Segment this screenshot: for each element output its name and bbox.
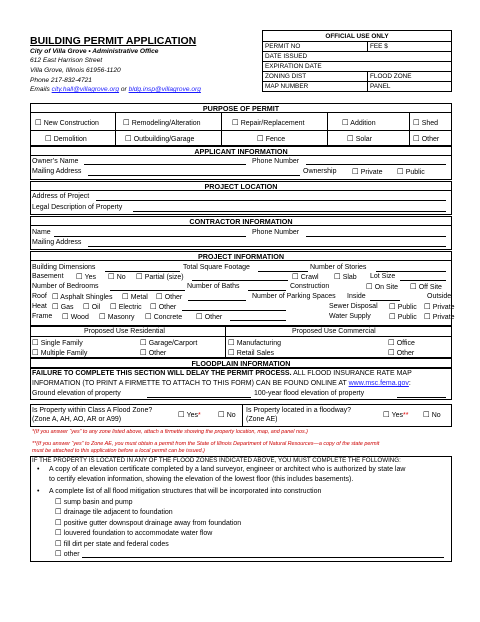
class-a-no[interactable]: ☐ No (218, 410, 236, 419)
expiration-date-field[interactable]: EXPIRATION DATE (263, 62, 452, 72)
panel-field[interactable]: PANEL (368, 82, 452, 92)
contractor-name-field[interactable] (54, 236, 246, 237)
applicant-phone-label: Phone Number (252, 158, 300, 165)
checkbox-icon[interactable]: ☐ (32, 338, 39, 347)
city-office: City of Villa Grove • Administrative Office (30, 48, 159, 55)
frame-label: Frame (32, 313, 53, 320)
form-title: BUILDING PERMIT APPLICATION (30, 35, 197, 47)
foundation-crawl[interactable]: ☐ Crawl (292, 272, 319, 281)
checkbox-icon[interactable]: ☐ (388, 348, 395, 357)
flood-warning-line1: FAILURE TO COMPLETE THIS SECTION WILL DELAY THE PERMIT PROCESS. ALL FLOOD INSURANCE RATE MAP (32, 370, 412, 377)
baths-field[interactable] (248, 290, 286, 291)
bullet-1: • (37, 466, 40, 473)
parking-inside-field[interactable] (370, 300, 400, 301)
bullet-2: • (37, 488, 40, 495)
floodway-yes[interactable]: ☐ Yes** (383, 410, 409, 419)
basement-yes[interactable]: ☐ Yes (76, 272, 96, 281)
bedrooms-field[interactable] (110, 290, 185, 291)
contractor-phone-label: Phone Number (252, 229, 300, 236)
flood-warning-line2: INFORMATION (TO PRINT A FIRMETTE TO ATTACH TO THIS FORM) CAN BE FOUND ONLINE AT www.msc.fema.gov: (32, 380, 411, 387)
proposed-residential-title: Proposed Use Residential (84, 328, 165, 335)
ownership-public[interactable]: ☐ Public (397, 167, 425, 176)
sewer-public[interactable]: ☐ Public (389, 302, 417, 311)
purpose-remodeling[interactable]: ☐ Remodeling/Alteration (123, 118, 201, 127)
checkbox-icon[interactable]: ☐ (397, 167, 404, 176)
checkbox-icon[interactable]: ☐ (110, 302, 117, 311)
ground-elevation-label: Ground elevation of property (32, 390, 121, 397)
checkbox-icon[interactable]: ☐ (55, 507, 62, 516)
email-or: or (120, 86, 127, 93)
contractor-name-label: Name (32, 229, 51, 236)
frame-concrete[interactable]: ☐ Concrete (145, 312, 183, 321)
parking-outside-label: Outside (427, 293, 452, 300)
fema-link[interactable]: www.msc.fema.gov (348, 380, 409, 387)
official-use-title: OFFICIAL USE ONLY (263, 31, 452, 42)
checkbox-icon[interactable]: ☐ (413, 134, 420, 143)
checkbox-icon[interactable]: ☐ (145, 312, 152, 321)
mitigation-gutter[interactable]: ☐ positive gutter downspout drainage away from foundation (55, 518, 242, 527)
checkbox-icon[interactable]: ☐ (136, 272, 143, 281)
use-office[interactable]: ☐ Office (388, 338, 415, 347)
checkbox-icon[interactable]: ☐ (52, 302, 59, 311)
checkbox-icon[interactable]: ☐ (257, 134, 264, 143)
heat-oil[interactable]: ☐ Oil (83, 302, 101, 311)
use-retail[interactable]: ☐ Retail Sales (228, 348, 275, 357)
checkbox-icon[interactable]: ☐ (232, 118, 239, 127)
checkbox-icon[interactable]: ☐ (424, 312, 431, 321)
parking-label: Number of Parking Spaces (252, 293, 336, 300)
fee-field[interactable]: FEE $ (368, 42, 452, 52)
frame-other[interactable]: ☐ Other (196, 312, 223, 321)
emails-label: Emails (30, 86, 50, 93)
checkbox-icon[interactable]: ☐ (366, 282, 373, 291)
zoning-dist-field[interactable]: ZONING DIST (263, 72, 368, 82)
foundation-slab[interactable]: ☐ Slab (334, 272, 357, 281)
checkbox-icon[interactable]: ☐ (35, 118, 42, 127)
checkbox-icon[interactable]: ☐ (228, 348, 235, 357)
checkbox-icon[interactable]: ☐ (347, 134, 354, 143)
water-public[interactable]: ☐ Public (389, 312, 417, 321)
sewer-private[interactable]: ☐ Private (424, 302, 455, 311)
contractor-title: CONTRACTOR INFORMATION (30, 216, 452, 226)
heat-gas[interactable]: ☐ Gas (52, 302, 74, 311)
construction-label: Construction (290, 283, 330, 290)
basement-label: Basement (32, 273, 64, 280)
phone: Phone 217-832-4721 (30, 77, 92, 84)
checkbox-icon[interactable]: ☐ (62, 312, 69, 321)
email-city-hall-link[interactable]: city.hall@villagrove.org (51, 86, 120, 93)
checkbox-icon[interactable]: ☐ (140, 348, 147, 357)
project-location-title: PROJECT LOCATION (30, 181, 452, 191)
ownership-private[interactable]: ☐ Private (352, 167, 383, 176)
legal-description-field[interactable] (133, 211, 446, 212)
checkbox-icon[interactable]: ☐ (99, 312, 106, 321)
class-a-zones: (Zone A, AH, AO, AR or A99) (32, 416, 122, 423)
heat-label: Heat (32, 303, 47, 310)
construction-on-site[interactable]: ☐ On Site (366, 282, 399, 291)
building-dimensions-label: Building Dimensions (32, 264, 96, 271)
note-state-permit-1: **(If you answer “yes” to Zone AE, you must obtain a permit from the State of Illinois Department of Natural Resources—a copy of the state permit (32, 441, 380, 447)
parking-inside-label: Inside (347, 293, 366, 300)
contractor-mailing-label: Mailing Address (32, 239, 82, 246)
applicant-phone-field[interactable] (306, 164, 446, 165)
purpose-outbuilding[interactable]: ☐ Outbuilding/Garage (125, 134, 195, 143)
note-firmette: *(If you answer “yes” to any zone listed above, attach a firmette showing the property location, map, and panel nos.) (32, 429, 308, 435)
roof-other[interactable]: ☐ Other (156, 292, 183, 301)
project-info-title: PROJECT INFORMATION (30, 251, 452, 261)
mitigation-sump[interactable]: ☐ sump basin and pump (55, 497, 133, 506)
checkbox-icon[interactable]: ☐ (108, 272, 115, 281)
checkbox-icon[interactable]: ☐ (292, 272, 299, 281)
roof-label: Roof (32, 293, 47, 300)
lot-size-label: Lot Size (370, 273, 396, 280)
checkbox-icon[interactable]: ☐ (334, 272, 341, 281)
checkbox-icon[interactable]: ☐ (218, 410, 225, 419)
official-use-table (262, 30, 452, 92)
checkbox-icon[interactable]: ☐ (76, 272, 83, 281)
floodway-zone: (Zone AE) (246, 416, 278, 423)
use-residential-other[interactable]: ☐ Other (140, 348, 167, 357)
purpose-repair[interactable]: ☐ Repair/Replacement (232, 118, 305, 127)
class-a-question: Is Property within Class A Flood Zone? (32, 407, 153, 414)
mitigation-other-field[interactable] (82, 557, 444, 558)
checkbox-icon[interactable]: ☐ (383, 410, 390, 419)
mitigation-heading: A complete list of all flood mitigation structures that will be incorporated into construction (49, 488, 322, 495)
owner-name-label: Owner’s Name (32, 158, 79, 165)
contractor-mailing-field[interactable] (88, 246, 446, 247)
ground-elevation-field[interactable] (147, 397, 251, 398)
checkbox-icon[interactable]: ☐ (389, 302, 396, 311)
applicant-mailing-label: Mailing Address (32, 168, 82, 175)
basement-partial[interactable]: ☐ Partial (size) (136, 272, 184, 281)
mitigation-louvered[interactable]: ☐ louvered foundation to accommodate water flow (55, 528, 213, 537)
checkbox-icon[interactable]: ☐ (83, 302, 90, 311)
note-state-permit-2: must be attached to this application before a local permit can be issued.) (32, 448, 205, 454)
proposed-commercial-title: Proposed Use Commercial (292, 328, 376, 335)
checkbox-icon[interactable]: ☐ (123, 118, 130, 127)
checkbox-icon[interactable]: ☐ (55, 518, 62, 527)
checkbox-icon[interactable]: ☐ (32, 348, 39, 357)
water-private[interactable]: ☐ Private (424, 312, 455, 321)
construction-off-site[interactable]: ☐ Off Site (410, 282, 442, 291)
purpose-other[interactable]: ☐ Other (413, 134, 440, 143)
checkbox-icon[interactable]: ☐ (55, 528, 62, 537)
frame-other-field[interactable] (230, 320, 286, 321)
purpose-demolition[interactable]: ☐ Demolition (45, 134, 87, 143)
checkbox-icon[interactable]: ☐ (410, 282, 417, 291)
partial-size-field[interactable] (192, 280, 288, 281)
frame-wood[interactable]: ☐ Wood (62, 312, 89, 321)
email-building-inspector-link[interactable]: bldg.insp@villagrove.org (128, 86, 201, 93)
heat-other[interactable]: ☐ Other (150, 302, 177, 311)
elevation-cert-line1: A copy of an elevation certificate completed by a land surveyor, engineer or architect who is authorized by state law (49, 466, 406, 473)
purpose-title: PURPOSE OF PERMIT (30, 103, 452, 113)
checkbox-icon[interactable]: ☐ (178, 410, 185, 419)
elevation-cert-line2: to certify elevation information, showing the elevation of the lowest floor (this includes basements). (49, 476, 354, 483)
applicant-mailing-field[interactable] (88, 175, 300, 176)
basement-no[interactable]: ☐ No (108, 272, 126, 281)
checkbox-icon[interactable]: ☐ (413, 118, 420, 127)
ownership-label: Ownership (303, 168, 337, 175)
stories-label: Number of Stories (310, 264, 367, 271)
date-issued-field[interactable]: DATE ISSUED (263, 52, 452, 62)
purpose-fence[interactable]: ☐ Fence (257, 134, 286, 143)
checkbox-icon[interactable]: ☐ (140, 338, 147, 347)
use-single-family[interactable]: ☐ Single Family (32, 338, 83, 347)
roof-other-field[interactable] (188, 300, 246, 301)
flood-requirements-heading: IF THE PROPERTY IS LOCATED IN ANY OF THE FLOOD ZONES INDICATED ABOVE, YOU MUST COMPLETE THE FOLLOWING: (32, 457, 401, 464)
checkbox-icon[interactable]: ☐ (45, 134, 52, 143)
checkbox-icon[interactable]: ☐ (423, 410, 430, 419)
use-garage[interactable]: ☐ Garage/Carport (140, 338, 198, 347)
hundred-year-field[interactable] (397, 397, 446, 398)
roof-asphalt[interactable]: ☐ Asphalt Shingles (52, 292, 113, 301)
checkbox-icon[interactable]: ☐ (352, 167, 359, 176)
hundred-year-label: 100-year flood elevation of property (254, 390, 365, 397)
baths-label: Number of Baths (187, 283, 240, 290)
map-number-field[interactable]: MAP NUMBER (263, 82, 368, 92)
purpose-new-construction[interactable]: ☐ New Construction (35, 118, 99, 127)
flood-zone-field[interactable]: FLOOD ZONE (368, 72, 452, 82)
owner-name-field[interactable] (84, 164, 246, 165)
roof-metal[interactable]: ☐ Metal (122, 292, 148, 301)
checkbox-icon[interactable]: ☐ (228, 338, 235, 347)
applicant-title: APPLICANT INFORMATION (30, 146, 452, 156)
use-commercial-other[interactable]: ☐ Other (388, 348, 415, 357)
checkbox-icon[interactable]: ☐ (156, 292, 163, 301)
checkbox-icon[interactable]: ☐ (424, 302, 431, 311)
floodplain-title: FLOODPLAIN INFORMATION (30, 358, 452, 368)
checkbox-icon[interactable]: ☐ (55, 549, 62, 558)
checkbox-icon[interactable]: ☐ (388, 338, 395, 347)
checkbox-icon[interactable]: ☐ (150, 302, 157, 311)
purpose-solar[interactable]: ☐ Solar (347, 134, 373, 143)
permit-no-field[interactable]: PERMIT NO (263, 42, 368, 52)
checkbox-icon[interactable]: ☐ (55, 497, 62, 506)
lot-size-field[interactable] (400, 280, 446, 281)
project-address-field[interactable] (96, 200, 446, 201)
street-address: 612 East Harrison Street (30, 57, 103, 64)
contractor-phone-field[interactable] (306, 236, 446, 237)
mitigation-drainage-tile[interactable]: ☐ drainage tile adjacent to foundation (55, 507, 173, 516)
checkbox-icon[interactable]: ☐ (122, 292, 129, 301)
heat-electric[interactable]: ☐ Electric (110, 302, 142, 311)
checkbox-icon[interactable]: ☐ (125, 134, 132, 143)
heat-other-field[interactable] (182, 310, 286, 311)
project-address-label: Address of Project (32, 193, 90, 200)
legal-description-label: Legal Description of Property (32, 204, 123, 211)
floodway-question: Is Property located in a floodway? (246, 407, 352, 414)
checkbox-icon[interactable]: ☐ (389, 312, 396, 321)
checkbox-icon[interactable]: ☐ (55, 539, 62, 548)
use-manufacturing[interactable]: ☐ Manufacturing (228, 338, 282, 347)
checkbox-icon[interactable]: ☐ (196, 312, 203, 321)
emails (30, 85, 201, 94)
use-multiple-family[interactable]: ☐ Multiple Family (32, 348, 88, 357)
purpose-shed[interactable]: ☐ Shed (413, 118, 439, 127)
mitigation-fill-dirt[interactable]: ☐ fill dirt per state and federal codes (55, 539, 169, 548)
mitigation-other[interactable]: ☐ other (55, 549, 80, 558)
frame-masonry[interactable]: ☐ Masonry (99, 312, 135, 321)
bedrooms-label: Number of Bedrooms (32, 283, 99, 290)
class-a-yes[interactable]: ☐ Yes* (178, 410, 201, 419)
city-state: Villa Grove, Illinois 61956-1120 (30, 67, 121, 74)
sewer-label: Sewer Disposal (329, 303, 378, 310)
checkbox-icon[interactable]: ☐ (342, 118, 349, 127)
checkbox-icon[interactable]: ☐ (52, 292, 59, 301)
purpose-addition[interactable]: ☐ Addition (342, 118, 376, 127)
water-label: Water Supply (329, 313, 371, 320)
total-sqft-label: Total Square Footage (183, 264, 250, 271)
floodway-no[interactable]: ☐ No (423, 410, 441, 419)
